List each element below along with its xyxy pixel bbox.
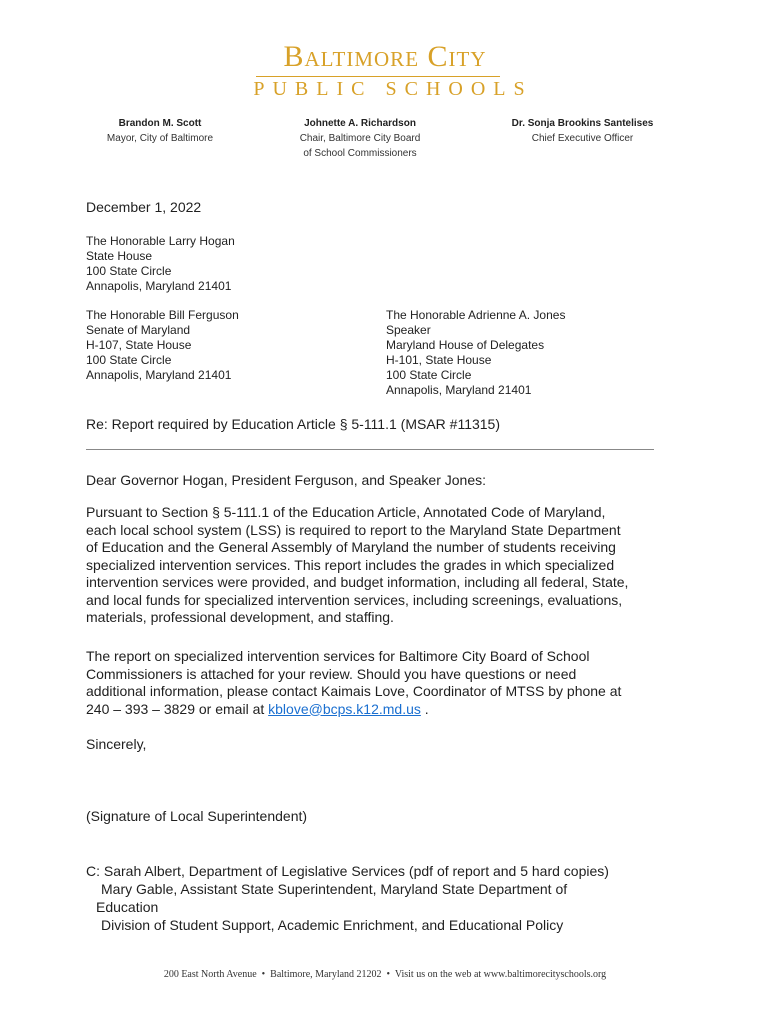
cc-line: C: Sarah Albert, Department of Legislative Services (pdf of report and 5 hard copies) [86, 863, 609, 879]
address-line: Speaker [386, 323, 431, 337]
cc-line: Education [96, 899, 159, 915]
paragraph-line: materials, professional development, and staffing. [86, 609, 394, 625]
paragraph-1 [86, 504, 676, 627]
chair-title-line1: Chair, Baltimore City Board [299, 133, 421, 144]
paragraph-end: . [420, 700, 429, 717]
address-line: The Honorable Bill Ferguson [86, 308, 239, 322]
recipient-ferguson [86, 308, 239, 383]
paragraph-line: Pursuant to Section § 5-111.1 of the Education Article, Annotated Code of Maryland, [86, 504, 606, 520]
ceo-name: Dr. Sonja Brookins Santelises [511, 118, 654, 129]
paragraph-line: specialized intervention services. This report includes the grades in which specialized [86, 556, 615, 573]
address-line: The Honorable Adrienne A. Jones [386, 308, 566, 322]
chair-name: Johnette A. Richardson [304, 118, 416, 129]
paragraph-line: of Education and the General Assembly of Maryland the number of students receiving [86, 539, 616, 555]
address-line: 100 State Circle [86, 353, 172, 367]
email-link[interactable]: kblove@bcps.k12.md.us [268, 700, 421, 717]
address-line: H-101, State House [386, 353, 492, 367]
logo-title: Baltimore City [283, 40, 487, 73]
address-line: 100 State Circle [86, 264, 172, 278]
recipient-jones [386, 308, 565, 398]
header-ceo [490, 116, 675, 146]
paragraph-line: Commissioners is attached for your review. Should you have questions or need [86, 665, 577, 682]
signature-placeholder: (Signature of Local Superintendent) [86, 808, 308, 824]
address-line: H-107, State House [86, 338, 192, 352]
header-board-chair [270, 116, 450, 161]
salutation: Dear Governor Hogan, President Ferguson, and Speaker Jones: [86, 472, 487, 488]
mayor-title: Mayor, City of Baltimore [106, 133, 214, 144]
phone-text: 240 – 393 – 3829 or email at [86, 700, 269, 717]
address-line: Annapolis, Maryland 21401 [86, 279, 232, 293]
address-line: State House [86, 249, 153, 263]
address-line: Annapolis, Maryland 21401 [86, 368, 232, 382]
address-line: Senate of Maryland [86, 323, 191, 337]
paragraph-line [86, 701, 676, 719]
subject-line: Re: Report required by Education Article § 5-111.1 (MSAR #11315) [86, 416, 500, 432]
ceo-title: Chief Executive Officer [531, 133, 634, 144]
paragraph-line: and local funds for specialized intervention services, including screenings, evaluations, [86, 591, 623, 608]
logo-divider [256, 76, 500, 77]
paragraph-line: The report on specialized intervention services for Baltimore City Board of School [86, 648, 590, 664]
cc-line: Mary Gable, Assistant State Superintendent, Maryland State Department of [101, 881, 568, 897]
footer-address: 200 East North Avenue • Baltimore, Maryland 21202 • Visit us on the web at www.baltimorecityschools.org [163, 969, 607, 980]
logo-subtitle: PUBLIC SCHOOLS [253, 78, 533, 100]
address-line: Annapolis, Maryland 21401 [386, 383, 532, 397]
address-line: The Honorable Larry Hogan [86, 234, 235, 248]
letter-date: December 1, 2022 [86, 199, 202, 215]
closing: Sincerely, [86, 736, 147, 752]
paragraph-line: intervention services were provided, and budget information, including all federal, State, [86, 574, 629, 590]
paragraph-2 [86, 648, 676, 718]
header-mayor [70, 116, 250, 146]
recipient-hogan [86, 234, 235, 294]
cc-line: Division of Student Support, Academic Enrichment, and Educational Policy [101, 917, 564, 933]
mayor-name: Brandon M. Scott [118, 118, 202, 129]
address-line: Maryland House of Delegates [386, 338, 545, 352]
address-line: 100 State Circle [386, 368, 472, 382]
subject-divider [86, 449, 654, 450]
paragraph-line: each local school system (LSS) is required to report to the Maryland State Department [86, 521, 621, 538]
paragraph-line: additional information, please contact Kaimais Love, Coordinator of MTSS by phone at [86, 683, 622, 699]
cc-list [86, 862, 686, 934]
chair-title-line2: of School Commissioners [303, 148, 417, 159]
